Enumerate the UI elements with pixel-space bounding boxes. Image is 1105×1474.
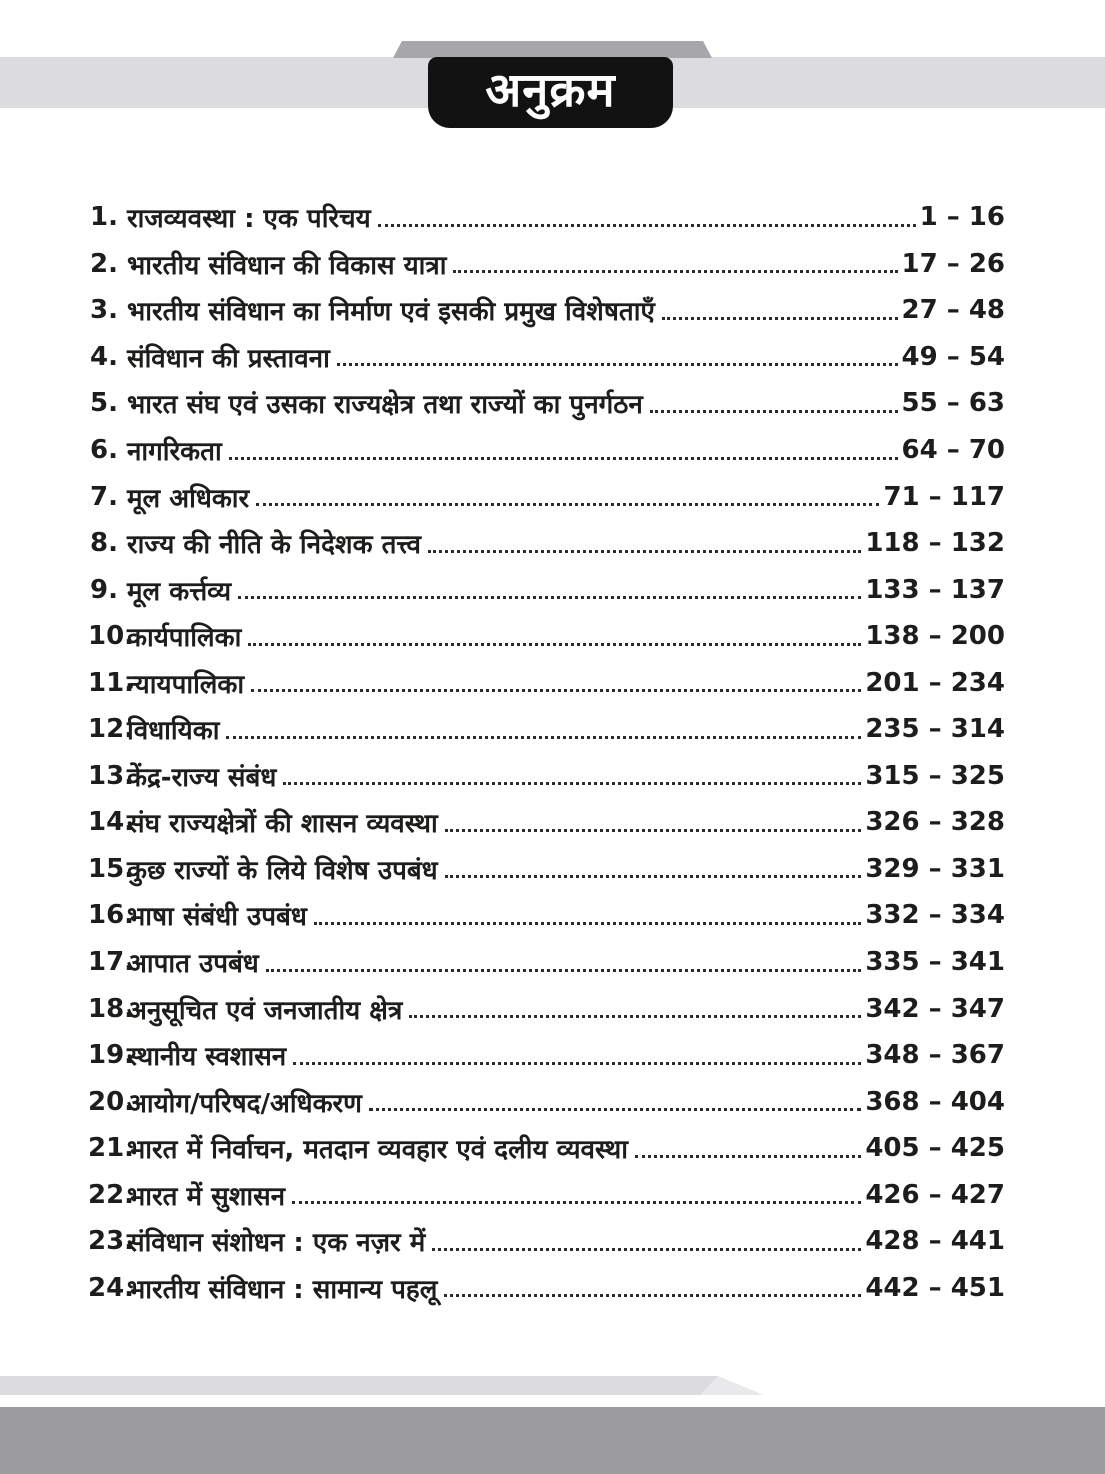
entry-title: अनुसूचित एवं जनजातीय क्षेत्र <box>127 995 403 1026</box>
dot-leader <box>283 782 861 785</box>
toc-entry <box>88 753 1005 800</box>
entry-number: 20. <box>88 1086 135 1117</box>
dot-leader <box>662 317 898 320</box>
entry-page-range: 71 – 117 <box>883 481 1005 512</box>
entry-page-range: 201 – 234 <box>865 667 1005 698</box>
entry-number: 13. <box>88 760 135 791</box>
toc-entry <box>88 799 1005 846</box>
entry-number: 14. <box>88 807 135 838</box>
toc-entry <box>88 985 1005 1032</box>
entry-number: 17. <box>88 947 135 978</box>
dot-leader <box>337 363 898 366</box>
toc-entry <box>88 380 1005 427</box>
entry-number: 10. <box>88 621 135 652</box>
entry-page-range: 49 – 54 <box>901 341 1005 372</box>
entry-number: 8. <box>90 528 118 559</box>
entry-title: भारत संघ एवं उसका राज्यक्षेत्र तथा राज्यों का पुनर्गठन <box>127 390 643 421</box>
entry-title: कुछ राज्यों के लिये विशेष उपबंध <box>127 855 438 886</box>
entry-title: नागरिकता <box>127 437 222 467</box>
entry-number: 24. <box>88 1272 135 1303</box>
toc-entry <box>88 334 1005 381</box>
dot-leader <box>314 922 861 925</box>
entry-title: न्यायपालिका <box>127 669 245 700</box>
entry-page-range: 1 – 16 <box>919 202 1005 233</box>
toc-entry <box>88 1032 1005 1079</box>
toc-entry <box>88 427 1005 474</box>
entry-title: भारत में निर्वाचन, मतदान व्यवहार एवं दलीय व्यवस्था <box>127 1135 628 1166</box>
entry-title: स्थानीय स्वशासन <box>127 1042 287 1073</box>
entry-title: भारत में सुशासन <box>127 1181 286 1212</box>
entry-number: 22. <box>88 1179 135 1210</box>
entry-number: 21. <box>88 1133 135 1164</box>
dot-leader <box>293 1062 861 1065</box>
toc-list <box>88 194 1005 1311</box>
dot-leader <box>650 410 898 413</box>
entry-page-range: 235 – 314 <box>865 714 1005 745</box>
bottom-ribbon-band <box>0 1376 763 1395</box>
bottom-footer-band <box>0 1407 1105 1474</box>
entry-number: 16. <box>88 900 135 931</box>
entry-number: 5. <box>90 388 118 419</box>
toc-entry <box>88 613 1005 660</box>
entry-title: आयोग/परिषद/अधिकरण <box>127 1088 362 1119</box>
entry-number: 12. <box>88 714 135 745</box>
entry-page-range: 329 – 331 <box>865 853 1005 884</box>
dot-leader <box>453 270 897 273</box>
toc-entry <box>88 566 1005 613</box>
entry-title: मूल अधिकार <box>127 483 250 514</box>
dot-leader <box>444 1294 861 1297</box>
dot-leader <box>445 829 862 832</box>
dot-leader <box>378 224 916 227</box>
dot-leader <box>292 1201 861 1204</box>
dot-leader <box>432 1248 861 1251</box>
dot-leader <box>238 596 861 599</box>
page-title: अनुक्रम <box>485 63 616 118</box>
header-ribbon-fold <box>393 41 712 58</box>
dot-leader <box>266 969 862 972</box>
entry-title: राजव्यवस्था : एक परिचय <box>127 204 371 235</box>
dot-leader <box>256 503 879 506</box>
toc-entry <box>88 1078 1005 1125</box>
dot-leader <box>226 736 861 739</box>
toc-entry <box>88 194 1005 241</box>
entry-page-range: 368 – 404 <box>865 1086 1005 1117</box>
toc-entry <box>88 706 1005 753</box>
entry-title: भारतीय संविधान की विकास यात्रा <box>127 250 447 281</box>
entry-page-range: 405 – 425 <box>865 1133 1005 1164</box>
entry-number: 1. <box>90 202 118 233</box>
toc-entry <box>88 1125 1005 1172</box>
toc-entry <box>88 241 1005 288</box>
entry-page-range: 118 – 132 <box>865 528 1005 559</box>
entry-number: 4. <box>90 341 118 372</box>
entry-page-range: 426 – 427 <box>865 1179 1005 1210</box>
entry-title: संघ राज्यक्षेत्रों की शासन व्यवस्था <box>127 809 438 840</box>
dot-leader <box>369 1108 861 1111</box>
entry-title: भारतीय संविधान : सामान्य पहलू <box>127 1274 438 1305</box>
entry-title: राज्य की नीति के निदेशक तत्त्व <box>127 530 421 561</box>
entry-title: संविधान संशोधन : एक नज़र में <box>127 1228 426 1259</box>
entry-title: मूल कर्त्तव्य <box>127 576 232 607</box>
entry-number: 9. <box>90 574 118 605</box>
dot-leader <box>445 875 862 878</box>
entry-number: 11. <box>88 667 135 698</box>
toc-entry <box>88 520 1005 567</box>
entry-number: 6. <box>90 435 118 465</box>
toc-entry <box>88 659 1005 706</box>
toc-entry <box>88 939 1005 986</box>
entry-page-range: 133 – 137 <box>865 574 1005 605</box>
dot-leader <box>229 457 898 460</box>
dot-leader <box>428 550 861 553</box>
entry-title: कार्यपालिका <box>127 623 242 654</box>
entry-number: 15. <box>88 853 135 884</box>
entry-title: केंद्र-राज्य संबंध <box>127 762 277 793</box>
entry-title: विधायिका <box>127 716 220 747</box>
toc-entry <box>88 473 1005 520</box>
toc-entry <box>88 1265 1005 1312</box>
entry-title: संविधान की प्रस्तावना <box>127 343 330 374</box>
toc-entry <box>88 287 1005 334</box>
entry-number: 18. <box>88 993 135 1024</box>
entry-page-range: 428 – 441 <box>865 1226 1005 1257</box>
entry-title: भाषा संबंधी उपबंध <box>127 902 307 933</box>
toc-entry <box>88 1218 1005 1265</box>
entry-page-range: 348 – 367 <box>865 1040 1005 1071</box>
dot-leader <box>248 643 861 646</box>
entry-page-range: 27 – 48 <box>901 295 1005 326</box>
entry-page-range: 342 – 347 <box>865 993 1005 1024</box>
entry-page-range: 55 – 63 <box>901 388 1005 419</box>
entry-page-range: 335 – 341 <box>865 947 1005 978</box>
entry-page-range: 17 – 26 <box>901 248 1005 279</box>
entry-number: 23. <box>88 1226 135 1257</box>
entry-page-range: 64 – 70 <box>901 435 1005 465</box>
dot-leader <box>251 689 861 692</box>
entry-page-range: 326 – 328 <box>865 807 1005 838</box>
entry-number: 7. <box>90 481 118 512</box>
toc-entry <box>88 1171 1005 1218</box>
entry-number: 3. <box>90 295 118 326</box>
entry-title: आपात उपबंध <box>127 949 259 980</box>
toc-entry <box>88 892 1005 939</box>
entry-page-range: 138 – 200 <box>865 621 1005 652</box>
entry-page-range: 315 – 325 <box>865 760 1005 791</box>
entry-title: भारतीय संविधान का निर्माण एवं इसकी प्रमुख विशेषताएँ <box>127 297 655 328</box>
toc-entry <box>88 846 1005 893</box>
dot-leader <box>635 1155 861 1158</box>
entry-number: 19. <box>88 1040 135 1071</box>
dot-leader <box>409 1015 861 1018</box>
entry-number: 2. <box>90 248 118 279</box>
entry-page-range: 442 – 451 <box>865 1272 1005 1303</box>
entry-page-range: 332 – 334 <box>865 900 1005 931</box>
page-title-box <box>428 57 673 128</box>
